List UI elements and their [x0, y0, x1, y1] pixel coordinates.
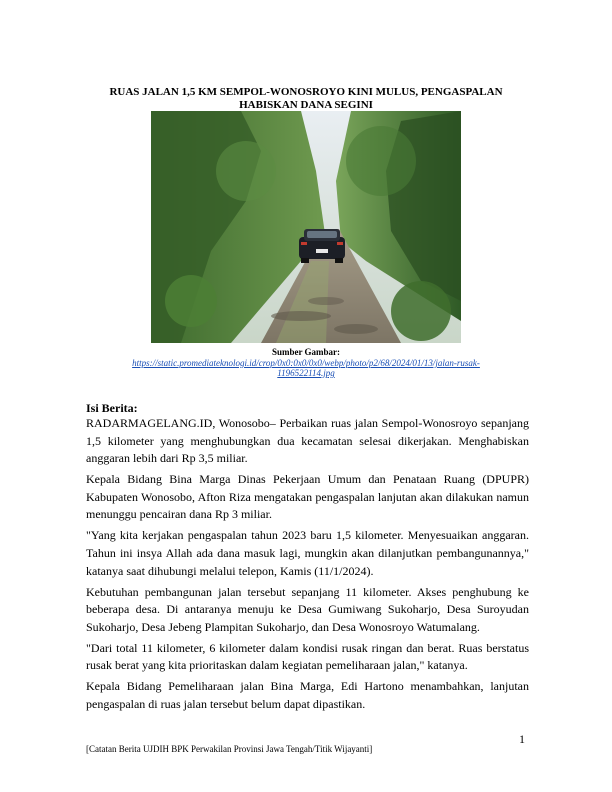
article-body	[86, 415, 529, 717]
article-title-line-2: HABISKAN DANA SEGINI	[239, 99, 373, 111]
paragraph: Kebutuhan pembangunan jalan tersebut sepanjang 11 kilometer. Akses penghubung ke beberapa desa. Di antaranya menuju ke Desa Gumiwang Sukoharjo, Desa Suroyudan Sukoharjo, Desa Jebeng Plampitan Sukoharjo, dan Desa Wonosroyo Watumalang.	[86, 584, 529, 634]
image-source-link-line-1[interactable]: https://static.promediateknologi.id/crop/0x0:0x0/0x0/webp/photo/p2/68/2024/01/13/jalan-rusak-	[132, 358, 480, 368]
road-scene-illustration	[151, 111, 461, 343]
paragraph: Kepala Bidang Bina Marga Dinas Pekerjaan Umum dan Penataan Ruang (DPUPR) Kabupaten Wonosobo, Afton Riza mengatakan pengaspalan lanjutan akan dilakukan namun menunggu pencairan dana Rp 3 miliar.	[86, 472, 529, 522]
paragraph: "Dari total 11 kilometer, 6 kilometer dalam kondisi rusak ringan dan berat. Ruas berstatus rusak berat yang kita prioritaskan dalam kegiatan pemeliharaan jalan," katanya.	[86, 640, 529, 673]
car-shape	[299, 229, 345, 263]
paragraph: Kepala Bidang Pemeliharaan jalan Bina Marga, Edi Hartono menambahkan, lanjutan pengaspalan di ruas jalan tersebut belum dapat dipastikan.	[86, 679, 529, 711]
image-source-link[interactable]	[100, 358, 512, 378]
page-number: 1	[519, 732, 525, 746]
paragraph: "Yang kita kerjakan pengaspalan tahun 2023 baru 1,5 kilometer. Menyesuaikan anggaran. Tahun ini insya Allah ada dana masuk lagi, mungkin akan dilanjutkan pembangunannya," katanya saat dihubungi melalui telepon, Kamis (11/1/2024).	[86, 528, 529, 578]
section-heading: Isi Berita:	[86, 401, 138, 415]
article-title-line-1: RUAS JALAN 1,5 KM SEMPOL-WONOSROYO KINI MULUS, PENGASPALAN	[109, 86, 503, 98]
image-caption-label: Sumber Gambar:	[271, 347, 341, 357]
paragraph: RADARMAGELANG.ID, Wonosobo– Perbaikan ruas jalan Sempol-Wonosroyo sepanjang 1,5 kilometer yang menghubungkan dua kecamatan selesai dikerjakan. Menghabiskan anggaran lebih dari Rp 3,5 miliar.	[86, 416, 529, 466]
footer-note: [Catatan Berita UJDIH BPK Perwakilan Provinsi Jawa Tengah/Titik Wijayanti]	[86, 744, 373, 754]
image-source-link-line-2[interactable]: 1196522114.jpg	[277, 368, 335, 378]
article-title	[72, 86, 540, 112]
article-photo	[151, 111, 461, 343]
